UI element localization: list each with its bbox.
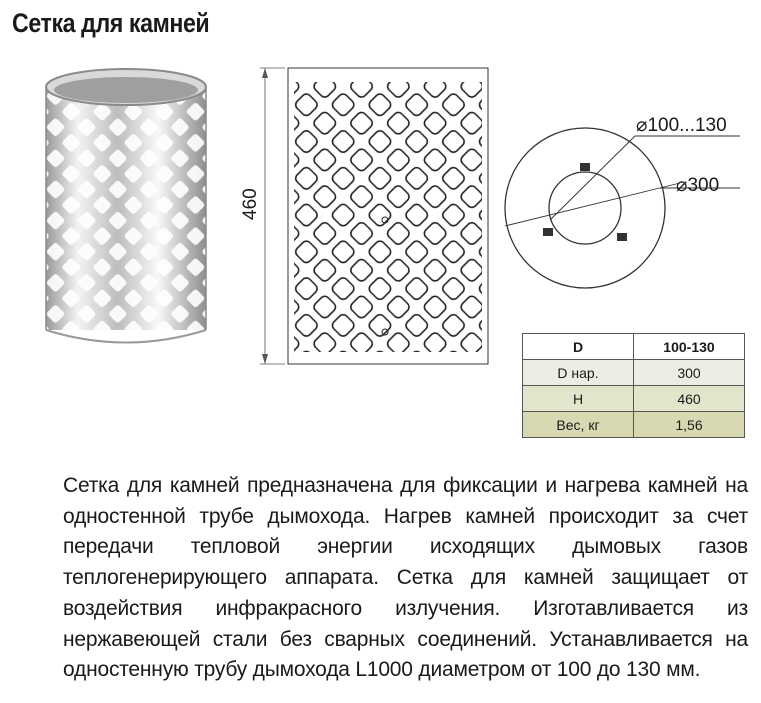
outer-diameter-label: ⌀300 bbox=[676, 175, 720, 196]
table-cell: 1,56 bbox=[634, 412, 745, 438]
table-cell: 460 bbox=[634, 386, 745, 412]
table-row bbox=[523, 386, 745, 412]
table-cell: Вес, кг bbox=[523, 412, 634, 438]
table-cell: D нар. bbox=[523, 360, 634, 386]
table-row bbox=[523, 412, 745, 438]
description-text: Сетка для камней предназначена для фиксации и нагрева камней на одностенной трубе дымохода. Нагрев камней происходит за счет передачи тепловой энергии исходящих дымовых газов теплогенерирующего аппарата. Сетка для камней защищает от воздействия инфракрасного излучения. Изготавливается из нержавеющей стали без сварных соединений. Устанавливается на одностенную трубу дымохода L1000 диаметром от 100 до 130 мм. bbox=[63, 474, 748, 682]
table-cell: 300 bbox=[634, 360, 745, 386]
spec-table bbox=[522, 333, 745, 438]
plan-drawing bbox=[495, 108, 760, 308]
front-drawing bbox=[255, 60, 490, 372]
inner-diameter-label: ⌀100...130 bbox=[636, 115, 727, 136]
header-cell: D bbox=[523, 334, 634, 360]
height-dimension: 460 bbox=[240, 188, 261, 220]
description bbox=[63, 471, 748, 686]
product-photo bbox=[40, 65, 212, 347]
table-header-row bbox=[523, 334, 745, 360]
page-title: Сетка для камней bbox=[12, 8, 210, 38]
header-cell: 100-130 bbox=[634, 334, 745, 360]
table-row bbox=[523, 360, 745, 386]
table-cell: H bbox=[523, 386, 634, 412]
